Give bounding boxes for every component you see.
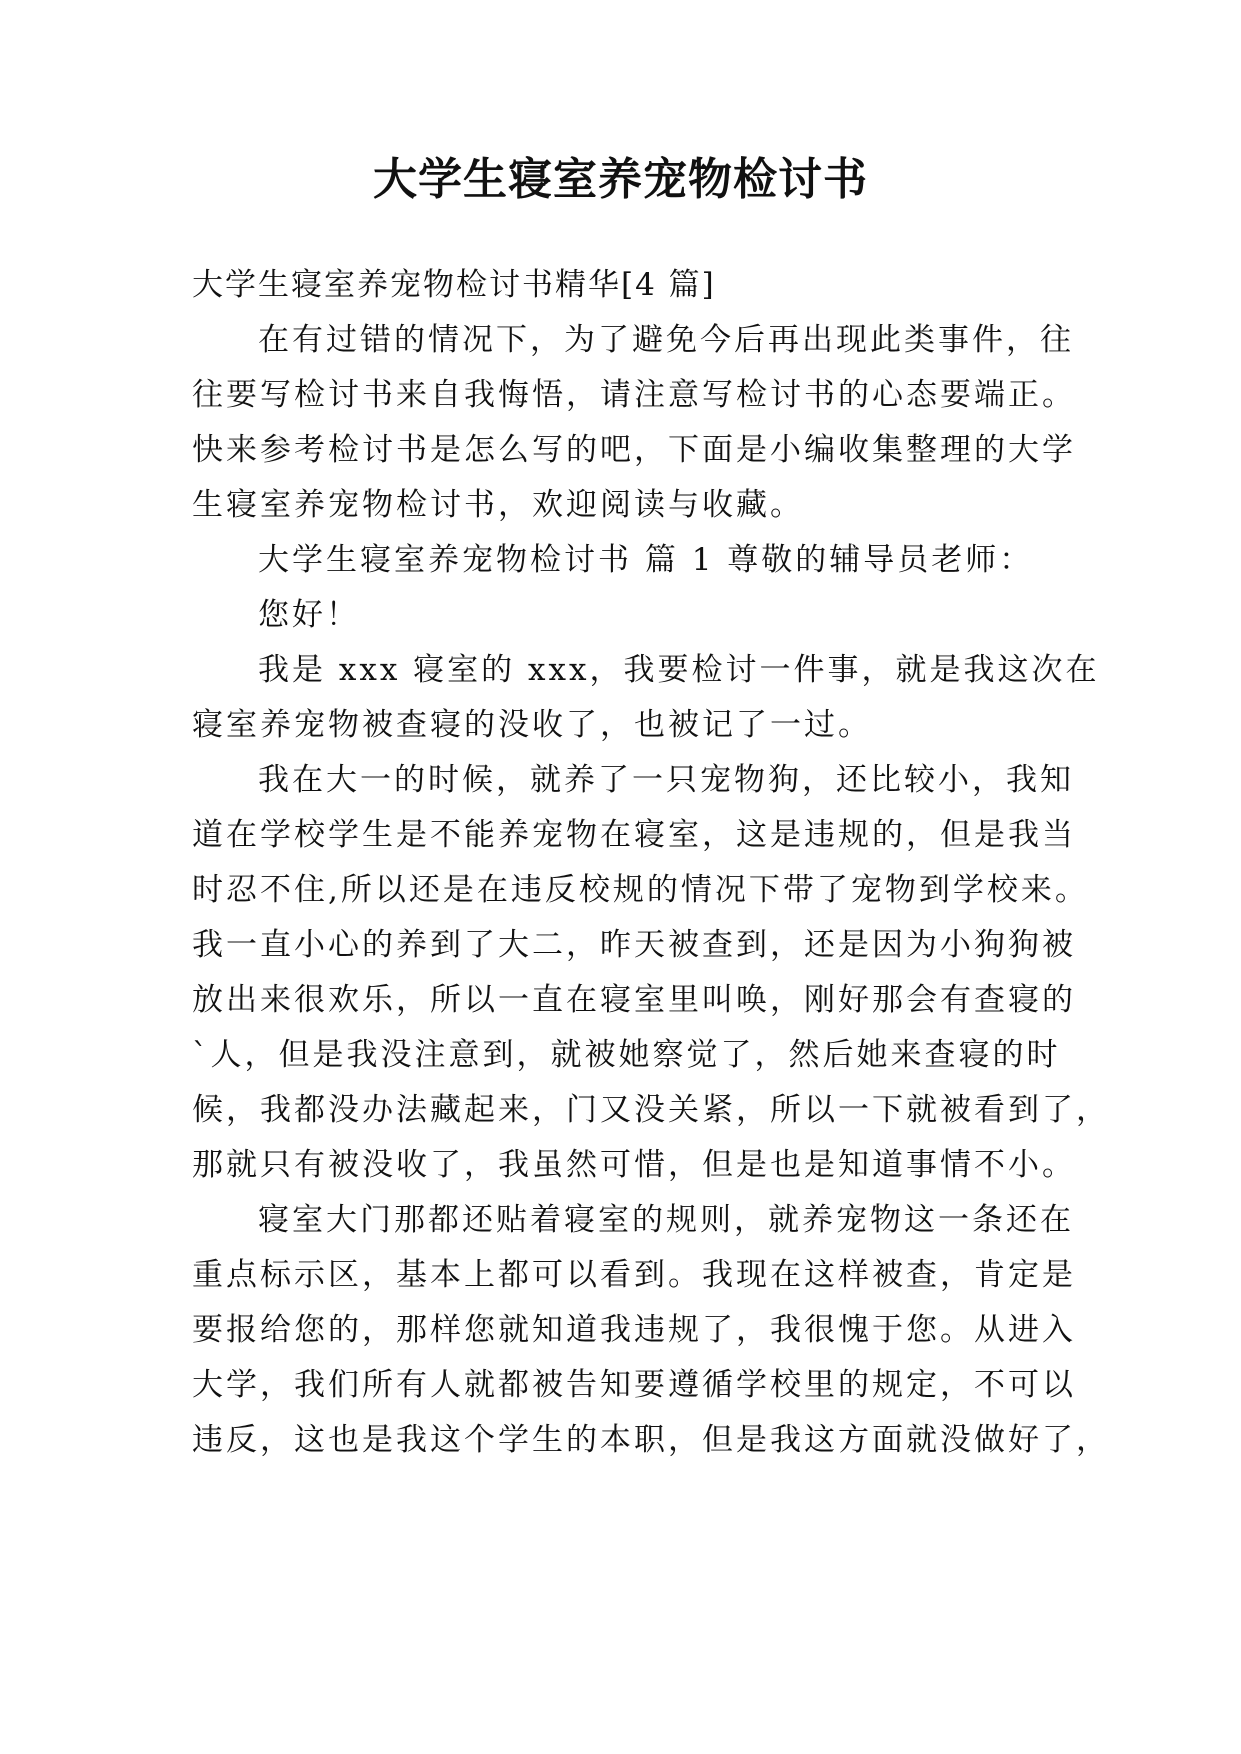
- paragraph-line: 要报给您的，那样您就知道我违规了，我很愧于您。从进入: [192, 1312, 1076, 1348]
- paragraph-line: 那就只有被没收了，我虽然可惜，但是也是知道事情不小。: [192, 1147, 1076, 1183]
- document-body: [192, 258, 1110, 1468]
- paragraph-line: 我一直小心的养到了大二，昨天被查到，还是因为小狗狗被: [192, 927, 1076, 963]
- document-title: 大学生寝室养宠物检讨书: [373, 154, 868, 205]
- paragraph-line: 往要写检讨书来自我悔悟，请注意写检讨书的心态要端正。: [192, 377, 1076, 413]
- paragraph-line: 道在学校学生是不能养宠物在寝室，这是违规的，但是我当: [192, 817, 1076, 853]
- document-subtitle: 大学生寝室养宠物检讨书精华[4 篇]: [192, 267, 716, 303]
- paragraph-line: 寝室养宠物被查寝的没收了，也被记了一过。: [192, 707, 872, 743]
- paragraph-line: 时忍不住,所以还是在违反校规的情况下带了宠物到学校来。: [192, 872, 1089, 908]
- section-heading-line: 大学生寝室养宠物检讨书 篇 1 尊敬的辅导员老师：: [258, 542, 1034, 578]
- paragraph-line: 候，我都没办法藏起来，门又没关紧，所以一下就被看到了，: [192, 1092, 1110, 1128]
- paragraph-line: 违反，这也是我这个学生的本职，但是我这方面就没做好了，: [192, 1422, 1110, 1458]
- paragraph-line: 我是 xxx 寝室的 xxx，我要检讨一件事，就是我这次在: [258, 652, 1100, 688]
- greeting-line: 您好！: [258, 597, 360, 633]
- paragraph-line: `人，但是我没注意到，就被她察觉了，然后她来查寝的时: [192, 1037, 1061, 1073]
- paragraph-line: 大学，我们所有人就都被告知要遵循学校里的规定，不可以: [192, 1367, 1076, 1403]
- paragraph-line: 我在大一的时候，就养了一只宠物狗，还比较小，我知: [258, 762, 1074, 798]
- paragraph-line: 快来参考检讨书是怎么写的吧，下面是小编收集整理的大学: [192, 432, 1076, 468]
- paragraph-line: 放出来很欢乐，所以一直在寝室里叫唤，刚好那会有查寝的: [192, 982, 1076, 1018]
- paragraph-line: 寝室大门那都还贴着寝室的规则，就养宠物这一条还在: [258, 1202, 1074, 1238]
- paragraph-line: 在有过错的情况下，为了避免今后再出现此类事件，往: [258, 322, 1074, 358]
- paragraph-line: 生寝室养宠物检讨书，欢迎阅读与收藏。: [192, 487, 804, 523]
- paragraph-line: 重点标示区，基本上都可以看到。我现在这样被查，肯定是: [192, 1257, 1076, 1293]
